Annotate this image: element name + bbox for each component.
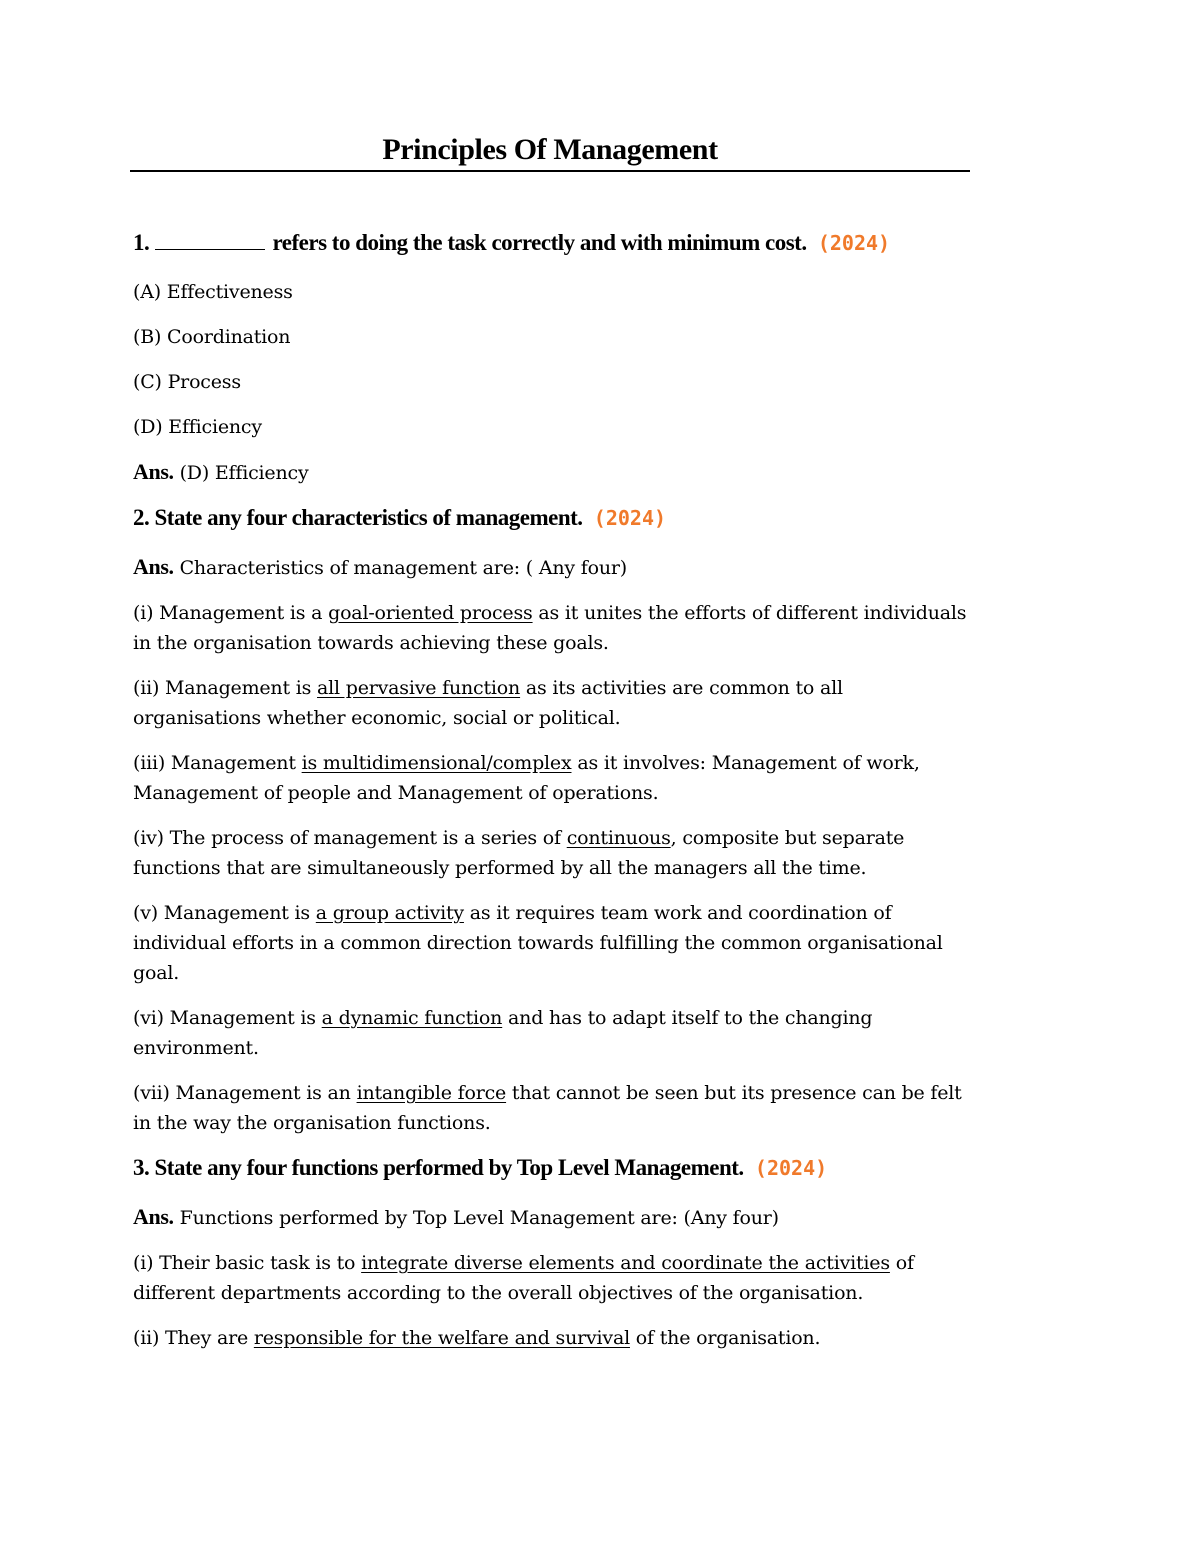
question-2-text: 2. State any four characteristics of management. bbox=[133, 505, 583, 530]
question-1-year: (2024) bbox=[817, 231, 891, 255]
key-phrase: all pervasive function bbox=[317, 677, 521, 699]
key-phrase: integrate diverse elements and coordinate the activities bbox=[361, 1252, 890, 1274]
answer-point: (vii) Management is an intangible force that cannot be seen but its presence can be felt in the way the organisation functions. bbox=[133, 1082, 962, 1134]
question-3-year: (2024) bbox=[754, 1156, 828, 1180]
question-1 bbox=[133, 228, 973, 258]
answer-text: (D) Efficiency bbox=[179, 462, 309, 484]
answer-point: (v) Management is a group activity as it requires team work and coordination of individual efforts in a common direction towards fulfilling the common organisational goal. bbox=[133, 902, 943, 984]
title-underline bbox=[130, 170, 970, 172]
document-title: Principles Of Management bbox=[382, 133, 718, 166]
question-3-answer-intro bbox=[133, 1202, 973, 1233]
key-phrase: responsible for the welfare and survival bbox=[253, 1327, 630, 1349]
key-phrase: intangible force bbox=[356, 1082, 507, 1104]
answer-point: (vi) Management is a dynamic function and has to adapt itself to the changing environment. bbox=[133, 1007, 873, 1059]
fill-in-blank bbox=[155, 233, 265, 250]
question-2-year: (2024) bbox=[593, 506, 667, 530]
answer-point: (iv) The process of management is a series of continuous, composite but separate functions that are simultaneously performed by all the managers all the time. bbox=[133, 827, 905, 879]
answer-label: Ans. bbox=[133, 1204, 174, 1229]
key-phrase: is multidimensional/complex bbox=[301, 752, 572, 774]
answer-point: (ii) Management is all pervasive function as its activities are common to all organisations whether economic, social or political. bbox=[133, 677, 843, 729]
key-phrase: continuous bbox=[566, 827, 671, 849]
answer-label: Ans. bbox=[133, 554, 174, 579]
answer-text: Functions performed by Top Level Management are: (Any four) bbox=[179, 1207, 779, 1229]
answer-point: (iii) Management is multidimensional/complex as it involves: Management of work, Management of people and Management of operations. bbox=[133, 752, 920, 804]
option-a: (A) Effectiveness bbox=[133, 281, 293, 303]
option-d: (D) Efficiency bbox=[133, 416, 262, 438]
question-3-text: 3. State any four functions performed by Top Level Management. bbox=[133, 1155, 744, 1180]
option-c: (C) Process bbox=[133, 371, 241, 393]
question-3 bbox=[133, 1153, 973, 1183]
question-1-text: refers to doing the task correctly and with minimum cost. bbox=[272, 230, 807, 255]
answer-text: Characteristics of management are: ( Any four) bbox=[179, 557, 627, 579]
question-2-answer-intro bbox=[133, 552, 973, 583]
document-body bbox=[133, 228, 973, 1368]
key-phrase: a group activity bbox=[315, 902, 464, 924]
key-phrase: goal-oriented process bbox=[328, 602, 533, 624]
answer-point: (i) Their basic task is to integrate diverse elements and coordinate the activities of different departments according to the overall objectives of the organisation. bbox=[133, 1252, 914, 1304]
question-2 bbox=[133, 503, 973, 533]
key-phrase: a dynamic function bbox=[321, 1007, 503, 1029]
answer-point: (i) Management is a goal-oriented process as it unites the efforts of different individuals in the organisation towards achieving these goals. bbox=[133, 602, 967, 654]
answer-label: Ans. bbox=[133, 459, 174, 484]
option-b: (B) Coordination bbox=[133, 326, 291, 348]
answer-point: (ii) They are responsible for the welfare and survival of the organisation. bbox=[133, 1327, 821, 1349]
question-1-number: 1. bbox=[133, 230, 150, 255]
question-1-answer bbox=[133, 457, 973, 488]
